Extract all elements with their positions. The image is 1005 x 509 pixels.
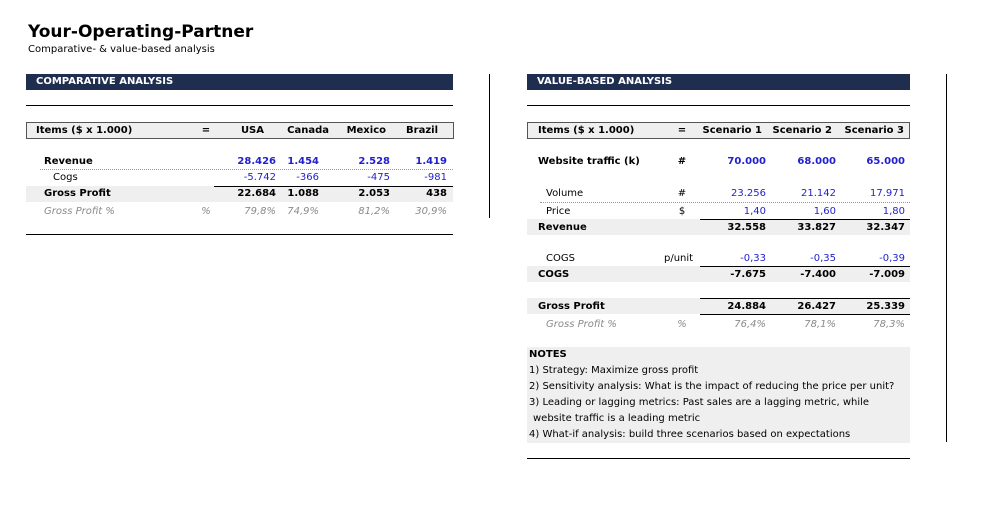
cell-pct-s1: 76,4% xyxy=(734,319,766,330)
cell-cogs-mexico: -475 xyxy=(367,172,390,183)
column-header-canada: Canada xyxy=(287,125,329,136)
row-label-gross-profit: Gross Profit xyxy=(44,188,111,199)
cell-cogs-brazil: -981 xyxy=(424,172,447,183)
unit-dollar: $ xyxy=(678,206,686,217)
cell-gross-profit-s3: 25.339 xyxy=(866,301,905,312)
row-label-gross-profit-pct: Gross Profit % xyxy=(44,206,115,217)
divider xyxy=(26,105,453,106)
total-line xyxy=(700,266,910,267)
unit-pct: % xyxy=(677,319,687,330)
cell-gross-profit-brazil: 438 xyxy=(426,188,447,199)
cell-gross-profit-s2: 26.427 xyxy=(797,301,836,312)
cell-price-s1: 1,40 xyxy=(743,206,766,217)
cell-gross-profit-s1: 24.884 xyxy=(727,301,766,312)
row-divider xyxy=(540,202,910,203)
cell-volume-s3: 17.971 xyxy=(870,188,905,199)
page-title: Your-Operating-Partner xyxy=(28,22,254,42)
cell-revenue-usa: 28.426 xyxy=(237,156,276,167)
divider xyxy=(527,105,910,106)
cell-cogs-unit-s3: -0,39 xyxy=(879,253,905,264)
cell-cogs-usa: -5.742 xyxy=(243,172,276,183)
cell-pct-usa: 79,8% xyxy=(244,206,276,217)
row-label-price: Price xyxy=(546,206,571,217)
column-header-scenario-3: Scenario 3 xyxy=(844,125,904,136)
row-label-cogs: COGS xyxy=(538,269,570,280)
unit-hash: # xyxy=(677,188,687,199)
row-label-volume: Volume xyxy=(546,188,584,199)
cell-revenue-canada: 1.454 xyxy=(287,156,319,167)
divider xyxy=(26,234,453,235)
notes-heading: NOTES xyxy=(529,349,567,360)
cell-cogs-unit-s1: -0,33 xyxy=(740,253,766,264)
cell-gross-profit-usa: 22.684 xyxy=(237,188,276,199)
comparative-section-header: COMPARATIVE ANALYSIS xyxy=(26,74,453,90)
section-divider xyxy=(946,74,947,442)
section-divider xyxy=(489,74,490,218)
cell-pct-s2: 78,1% xyxy=(804,319,836,330)
unit-hash: # xyxy=(677,156,687,167)
items-header: Items ($ x 1.000) xyxy=(36,125,133,136)
column-header-scenario-1: Scenario 1 xyxy=(702,125,762,136)
row-label-gross-profit: Gross Profit xyxy=(538,301,605,312)
cell-volume-s1: 23.256 xyxy=(731,188,766,199)
cell-pct-brazil: 30,9% xyxy=(415,206,447,217)
cell-revenue-s3: 32.347 xyxy=(866,222,905,233)
eq-header: = xyxy=(201,125,211,136)
cell-pct-mexico: 81,2% xyxy=(358,206,390,217)
cell-price-s2: 1,60 xyxy=(813,206,836,217)
row-label-website-traffic: Website traffic (k) xyxy=(538,156,640,167)
total-line xyxy=(700,314,910,315)
cell-volume-s2: 21.142 xyxy=(801,188,836,199)
row-label-revenue: Revenue xyxy=(44,156,93,167)
note-line: 4) What-if analysis: build three scenarios based on expectations xyxy=(529,429,851,440)
note-line: 3) Leading or lagging metrics: Past sales are a lagging metric, while xyxy=(529,397,870,408)
eq-header: = xyxy=(677,125,687,136)
unit-pct: % xyxy=(201,206,211,217)
cell-traffic-s2: 68.000 xyxy=(797,156,836,167)
cell-revenue-s2: 33.827 xyxy=(797,222,836,233)
row-label-cogs: Cogs xyxy=(53,172,78,183)
divider xyxy=(527,458,910,459)
note-line: 1) Strategy: Maximize gross profit xyxy=(529,365,699,376)
cell-cogs-s3: -7.009 xyxy=(869,269,905,280)
cell-revenue-brazil: 1.419 xyxy=(415,156,447,167)
row-label-revenue: Revenue xyxy=(538,222,587,233)
row-label-gross-profit-pct: Gross Profit % xyxy=(546,319,617,330)
column-header-mexico: Mexico xyxy=(346,125,386,136)
cell-revenue-s1: 32.558 xyxy=(727,222,766,233)
note-line: 2) Sensitivity analysis: What is the impact of reducing the price per unit? xyxy=(529,381,895,392)
column-header-usa: USA xyxy=(240,125,264,136)
cell-cogs-canada: -366 xyxy=(296,172,319,183)
page-subtitle: Comparative- & value-based analysis xyxy=(28,44,215,55)
unit-per-unit: p/unit xyxy=(664,253,694,264)
cell-price-s3: 1,80 xyxy=(882,206,905,217)
cell-cogs-s1: -7.675 xyxy=(730,269,766,280)
cell-pct-s3: 78,3% xyxy=(873,319,905,330)
cell-traffic-s1: 70.000 xyxy=(727,156,766,167)
cell-pct-canada: 74,9% xyxy=(287,206,319,217)
total-line xyxy=(700,298,910,299)
cell-cogs-s2: -7.400 xyxy=(800,269,836,280)
total-line xyxy=(700,219,910,220)
value-based-section-header: VALUE-BASED ANALYSIS xyxy=(527,74,910,90)
column-header-scenario-2: Scenario 2 xyxy=(772,125,832,136)
cell-revenue-mexico: 2.528 xyxy=(358,156,390,167)
note-line: website traffic is a leading metric xyxy=(533,413,701,424)
cell-gross-profit-mexico: 2.053 xyxy=(358,188,390,199)
cell-traffic-s3: 65.000 xyxy=(866,156,905,167)
notes-box xyxy=(527,347,910,443)
row-divider xyxy=(40,169,453,170)
row-label-cogs-per-unit: COGS xyxy=(546,253,575,264)
cell-gross-profit-canada: 1.088 xyxy=(287,188,319,199)
column-header-brazil: Brazil xyxy=(406,125,438,136)
items-header: Items ($ x 1.000) xyxy=(538,125,635,136)
cell-cogs-unit-s2: -0,35 xyxy=(810,253,836,264)
